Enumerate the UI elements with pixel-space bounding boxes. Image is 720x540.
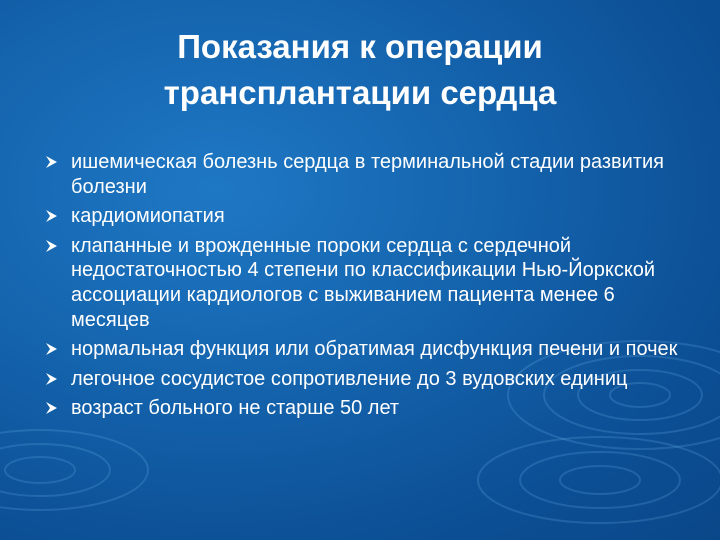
list-item xyxy=(44,367,694,392)
arrowhead-icon xyxy=(44,209,58,223)
indications-list xyxy=(44,150,694,421)
list-item-text: возраст больного не старше 50 лет xyxy=(71,397,400,420)
slide-title xyxy=(60,24,660,116)
slide-title-line-2: трансплантации сердца xyxy=(163,74,557,111)
arrowhead-icon xyxy=(44,239,58,253)
list-item xyxy=(44,204,694,229)
arrowhead-icon xyxy=(44,372,58,386)
arrowhead-icon xyxy=(44,155,58,169)
list-item xyxy=(44,150,694,199)
list-item xyxy=(44,234,694,332)
list-item-text: легочное сосудистое сопротивление до 3 вудовских единиц xyxy=(71,367,628,390)
list-item-text: нормальная функция или обратимая дисфункция печени и почек xyxy=(71,338,678,361)
list-item-text: клапанные и врожденные пороки сердца с сердечной недостаточностью 4 степени по классификации Нью-Йоркской ассоциации кардиологов с выживанием пациента менее 6 месяцев xyxy=(71,234,656,331)
list-item-text: кардиомиопатия xyxy=(71,205,225,228)
arrowhead-icon xyxy=(44,401,58,415)
slide-title-line-1: Показания к операции xyxy=(177,28,543,65)
arrowhead-icon xyxy=(44,342,58,356)
list-item-text: ишемическая болезнь сердца в терминальной стадии развития болезни xyxy=(71,151,664,198)
list-item xyxy=(44,337,694,362)
list-item xyxy=(44,396,694,421)
